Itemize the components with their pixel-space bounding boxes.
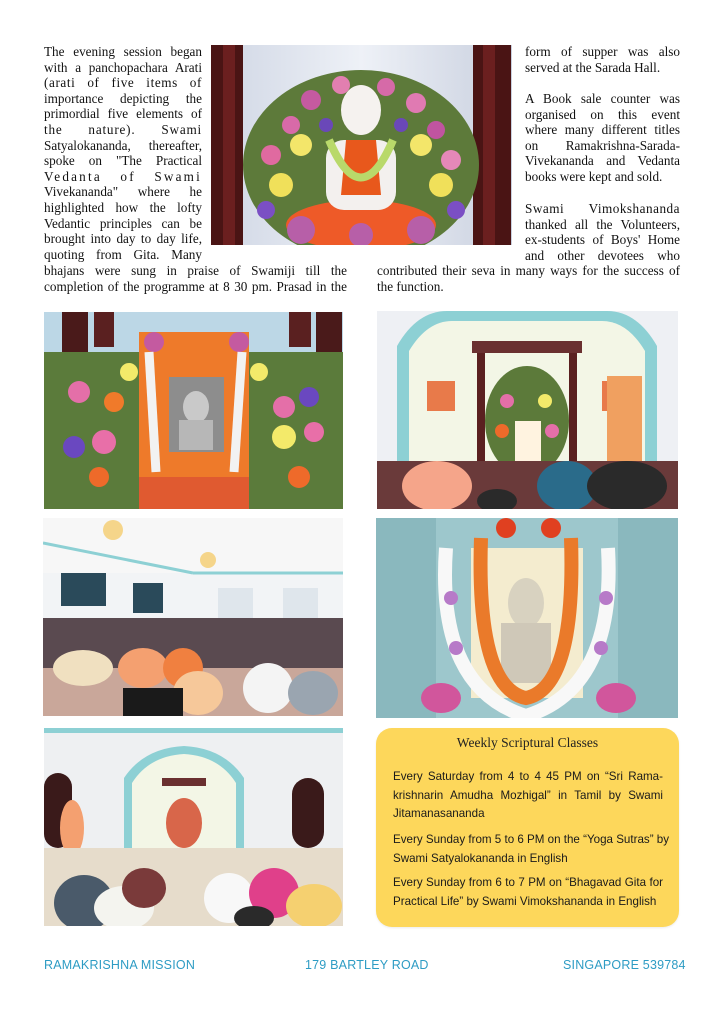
text-line: served at the Sarada Hall. <box>525 59 661 75</box>
photo-shrine-gathering <box>44 728 343 926</box>
text-line: importance depicting the <box>44 90 202 106</box>
text-line: highlighted how the lofty <box>44 199 202 215</box>
altar-photo-illustration <box>44 312 343 509</box>
photo-hall-bhajan <box>43 518 343 716</box>
text-line: Vivekananda and Vedanta <box>525 153 680 169</box>
text-line: thanked all the Volunteers, <box>525 216 680 232</box>
text-line: organised on this event <box>525 106 680 122</box>
garland-photo-illustration <box>376 518 678 718</box>
text-line: Every Saturday from 4 to 4 45 PM on “Sri Rama- <box>393 770 663 783</box>
arati-photo-illustration <box>377 311 678 509</box>
photo-ramakrishna-shrine <box>211 45 512 245</box>
text-line: on Ramakrishna-Sarada- <box>525 137 680 153</box>
photo-shrine-arati <box>377 311 678 509</box>
article-left-wide <box>44 263 347 294</box>
text-line: Jitamanasananda <box>393 807 485 820</box>
text-line: where many different titles <box>525 122 680 138</box>
text-line: The evening session began <box>44 44 202 59</box>
text-line: Practical Life” by Swami Vimokshananda in English <box>393 894 657 908</box>
class-item-sunday-yoga <box>393 831 670 868</box>
hall-photo-illustration <box>43 518 343 716</box>
text-line: bhajans were sung in praise of Swamiji till the <box>44 263 347 278</box>
text-line: form of supper was also <box>525 44 680 59</box>
text-line: Every Sunday from 6 to 7 PM on “Bhagavad Gita for <box>393 876 663 889</box>
text-line: quoting from Gita. Many <box>44 246 202 262</box>
text-line: Swami Satyalokananda in English <box>393 851 568 865</box>
text-line: the function. <box>377 278 444 294</box>
text-line: krishnarin Amudha Mozhigal” in Tamil by Swami <box>393 788 663 802</box>
text-line: the nature). Swami <box>44 121 202 137</box>
text-line: brought into day to day life, <box>44 231 202 247</box>
photo-vivekananda-garland <box>376 518 678 718</box>
text-line: Swami Vimokshananda <box>525 201 680 216</box>
weekly-classes-title: Weekly Scriptural Classes <box>456 735 599 750</box>
text-line: spoke on "The Practical <box>44 153 202 169</box>
class-item-sunday-gita <box>393 874 663 911</box>
footer-address: 179 BARTLEY ROAD <box>305 958 429 972</box>
article-right-para-2 <box>525 91 680 185</box>
text-line: Vedantic principles can be <box>44 215 202 231</box>
text-line: and other devotees who <box>525 247 680 263</box>
text-line: A Book sale counter was <box>525 91 680 106</box>
text-line: completion of the programme at 8 30 pm. Prasad in the <box>44 278 347 294</box>
footer-organization: RAMAKRISHNA MISSION <box>44 958 196 972</box>
text-line: Vivekananda" where he <box>44 184 202 200</box>
article-left-column <box>44 44 202 262</box>
class-item-saturday <box>393 768 663 824</box>
article-right-para-1 <box>525 44 680 75</box>
article-right-wide <box>377 263 680 294</box>
weekly-classes-panel <box>376 728 679 927</box>
article-right-para-3 <box>525 201 680 263</box>
text-line: with a panchopachara Arati <box>44 59 202 75</box>
text-line: contributed their seva in many ways for the success of <box>377 263 680 278</box>
text-line: Every Sunday from 5 to 6 PM on the “Yoga Sutras” by <box>393 833 670 846</box>
text-line: Satyalokananda, thereafter, <box>44 137 202 153</box>
text-line: primordial five elements of <box>44 106 202 122</box>
photo-vivekananda-altar <box>44 312 343 509</box>
text-line: (arati of five items of <box>44 75 202 91</box>
shrine-photo-illustration <box>211 45 512 245</box>
text-line: books were kept and sold. <box>525 168 663 184</box>
text-line: ex-students of Boys' Home <box>525 232 680 248</box>
text-line: Vedanta of Swami <box>44 168 202 184</box>
gathering-photo-illustration <box>44 728 343 926</box>
footer-city: SINGAPORE 539784 <box>563 958 686 972</box>
